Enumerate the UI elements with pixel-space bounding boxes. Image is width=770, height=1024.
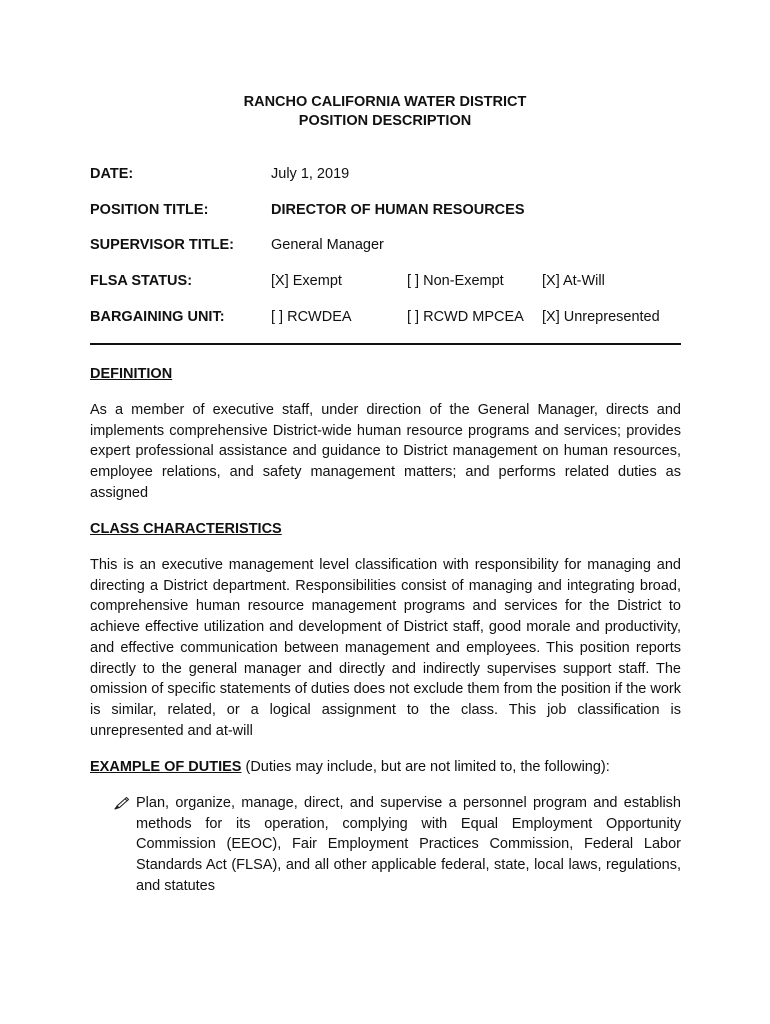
class-characteristics-text: This is an executive management level classification with responsibility for managing and directing a District department. Responsibilities consist of managing and integrating broad, comprehensive human resource management programs and services for the District to achieve effective utilization and development of District staff, good morale and productivity, and effective communication between management and employees. This position reports directly to the general manager and directly and indirectly supervises support staff. The omission of specific statements of duties does not exclude them from the position if the work is similar, related, or a logical assignment to the class. This job classification is unrepresented and at-will [90, 557, 681, 739]
example-of-duties-heading-text: EXAMPLE OF DUTIES [90, 759, 242, 775]
example-of-duties-note: (Duties may include, but are not limited to, the following): [241, 759, 610, 775]
flsa-non-exempt-option: [ ] Non-Exempt [407, 273, 504, 289]
supervisor-title-label: SUPERVISOR TITLE: [90, 237, 234, 253]
bargaining-unrepresented-option: [X] Unrepresented [542, 309, 660, 325]
date-value: July 1, 2019 [271, 166, 350, 182]
duty-text: Plan, organize, manage, direct, and supervise a personnel program and establish methods for its operation, complying with Equal Employment Opportunity Commission (EEOC), Fair Employment Practices Commission, Federal Labor Standards Act (FLSA), and all other applicable federal, state, local laws, regulations, and statutes [136, 795, 681, 894]
bargaining-rcwdea-option: [ ] RCWDEA [271, 309, 352, 325]
flsa-exempt-option: [X] Exempt [271, 273, 342, 289]
bargaining-unit-label: BARGAINING UNIT: [90, 309, 225, 325]
example-of-duties-heading [90, 757, 610, 777]
position-title-value: DIRECTOR OF HUMAN RESOURCES [271, 202, 525, 218]
definition-heading-text: DEFINITION [90, 366, 173, 382]
date-row [90, 164, 690, 184]
flsa-status-label: FLSA STATUS: [90, 273, 193, 289]
position-title-label: POSITION TITLE: [90, 202, 209, 218]
position-title-row [90, 200, 690, 220]
header-divider [90, 343, 681, 345]
list-item [90, 793, 681, 897]
bargaining-unit-row [90, 307, 690, 327]
bargaining-rcwd-mpcea-option: [ ] RCWD MPCEA [407, 309, 524, 325]
flsa-at-will-option: [X] At-Will [542, 273, 605, 289]
class-characteristics-heading [90, 519, 282, 539]
pencil-icon [114, 796, 130, 810]
definition-heading [90, 364, 172, 384]
supervisor-title-row [90, 235, 690, 255]
date-label: DATE: [90, 166, 134, 182]
document-type: POSITION DESCRIPTION [298, 113, 472, 129]
definition-text: As a member of executive staff, under direction of the General Manager, directs and implements comprehensive District-wide human resource programs and services; provides expert professional assistance and guidance to District management on human resources, employee relations, and safety management matters; and performs related duties as assigned [90, 402, 681, 501]
document-header [0, 93, 770, 131]
supervisor-title-value: General Manager [271, 237, 384, 253]
duties-list [90, 793, 681, 897]
class-characteristics-heading-text: CLASS CHARACTERISTICS [90, 521, 282, 537]
organization-name: RANCHO CALIFORNIA WATER DISTRICT [243, 94, 527, 110]
flsa-status-row [90, 271, 690, 291]
